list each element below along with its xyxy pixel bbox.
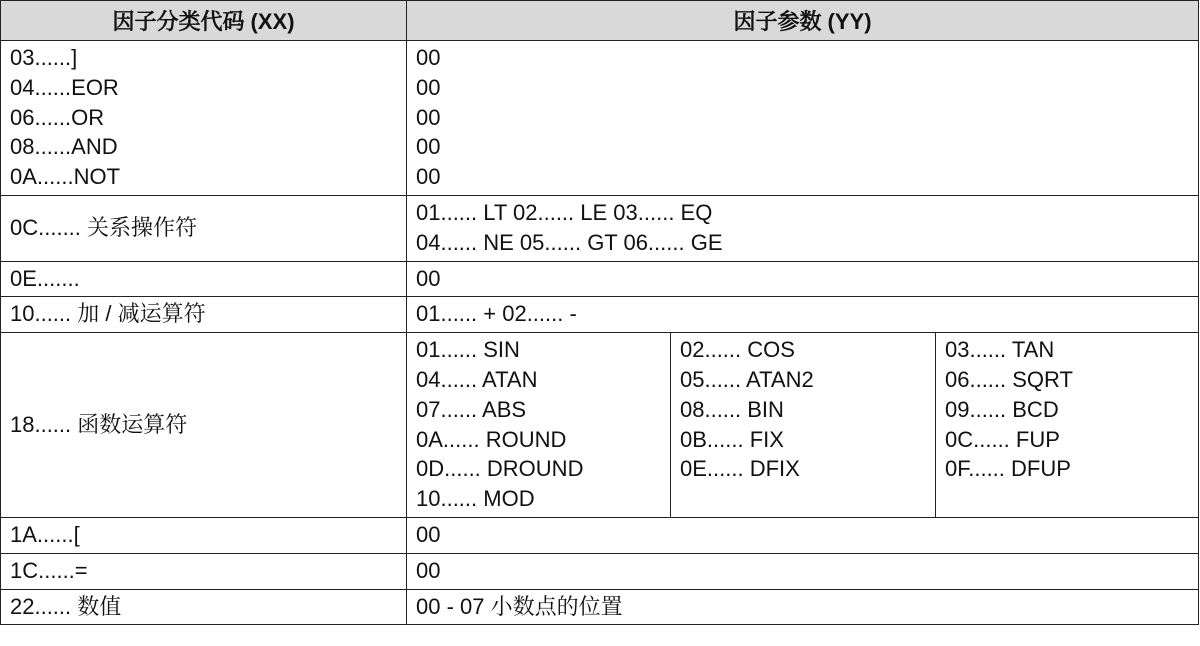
yy-item: 00 [416, 164, 441, 190]
xx-item: 04......EOR [10, 74, 119, 100]
xx-item: 0A......NOT [10, 164, 121, 190]
table-row-0e [1, 261, 1199, 297]
function-item: 04...... ATAN [416, 366, 538, 392]
cell-xx-addsub [1, 297, 407, 333]
header-factor-parameter: 因子参数 (YY) [407, 1, 1199, 41]
cell-xx-0e [1, 261, 407, 297]
cell-yy-functions [407, 333, 1199, 518]
table-row-numeric [1, 589, 1199, 625]
yy-item: 00 [416, 74, 441, 100]
table-row-logic-operators [1, 41, 1199, 196]
xx-item: 08......AND [10, 134, 118, 160]
yy-item: 04...... NE 05...... GT 06...... GE [416, 229, 723, 255]
function-item: 01...... SIN [416, 337, 520, 363]
cell-yy-logic [407, 41, 1199, 196]
yy-item: 00 - 07 小数点的位置 [416, 593, 623, 619]
function-item: 0B...... FIX [680, 426, 784, 452]
function-item: 09...... BCD [945, 396, 1059, 422]
cell-yy-1c [407, 553, 1199, 589]
function-item: 03...... TAN [945, 337, 1055, 363]
yy-item: 00 [416, 521, 441, 547]
header-factor-class-code: 因子分类代码 (XX) [1, 1, 407, 41]
xx-item: 0C....... 关系操作符 [10, 215, 198, 241]
function-item: 0F...... DFUP [945, 456, 1071, 482]
table-row-relational-operators [1, 195, 1199, 261]
function-item: 0E...... DFIX [680, 456, 800, 482]
function-subtable [407, 333, 1198, 517]
xx-item: 1C......= [10, 557, 88, 583]
function-item: 06...... SQRT [945, 366, 1073, 392]
table-row-1c [1, 553, 1199, 589]
function-item: 10...... MOD [416, 486, 535, 512]
yy-item: 00 [416, 104, 441, 130]
cell-xx-1c [1, 553, 407, 589]
cell-yy-addsub [407, 297, 1199, 333]
cell-xx-functions [1, 333, 407, 518]
table-row-function-operators [1, 333, 1199, 518]
xx-item: 06......OR [10, 104, 105, 130]
cell-yy-1a [407, 517, 1199, 553]
function-item: 02...... COS [680, 337, 795, 363]
xx-item: 0E....... [10, 265, 80, 291]
xx-item: 03......] [10, 45, 78, 70]
yy-item: 01...... + 02...... - [416, 301, 577, 327]
function-item: 07...... ABS [416, 396, 527, 422]
yy-item: 00 [416, 45, 441, 70]
xx-item: 10...... 加 / 减运算符 [10, 301, 206, 327]
yy-item: 00 [416, 134, 441, 160]
xx-item: 18...... 函数运算符 [10, 412, 188, 438]
xx-item: 22...... 数值 [10, 593, 122, 619]
cell-yy-numeric [407, 589, 1199, 625]
function-item: 0C...... FUP [945, 426, 1060, 452]
cell-yy-0e [407, 261, 1199, 297]
function-column-1 [407, 333, 671, 517]
cell-xx-numeric [1, 589, 407, 625]
table-row-add-sub-operators [1, 297, 1199, 333]
function-item: 0D...... DROUND [416, 456, 584, 482]
function-item: 0A...... ROUND [416, 426, 567, 452]
cell-yy-relational [407, 195, 1199, 261]
cell-xx-1a [1, 517, 407, 553]
function-item: 05...... ATAN2 [680, 366, 814, 392]
cell-xx-relational [1, 195, 407, 261]
function-column-2 [671, 333, 936, 517]
table-row-1a [1, 517, 1199, 553]
function-item: 08...... BIN [680, 396, 784, 422]
cell-xx-logic [1, 41, 407, 196]
yy-item: 00 [416, 557, 441, 583]
table-header-row [1, 1, 1199, 41]
xx-item: 1A......[ [10, 521, 80, 547]
yy-item: 01...... LT 02...... LE 03...... EQ [416, 199, 713, 225]
yy-item: 00 [416, 265, 441, 291]
function-column-3 [936, 333, 1199, 517]
